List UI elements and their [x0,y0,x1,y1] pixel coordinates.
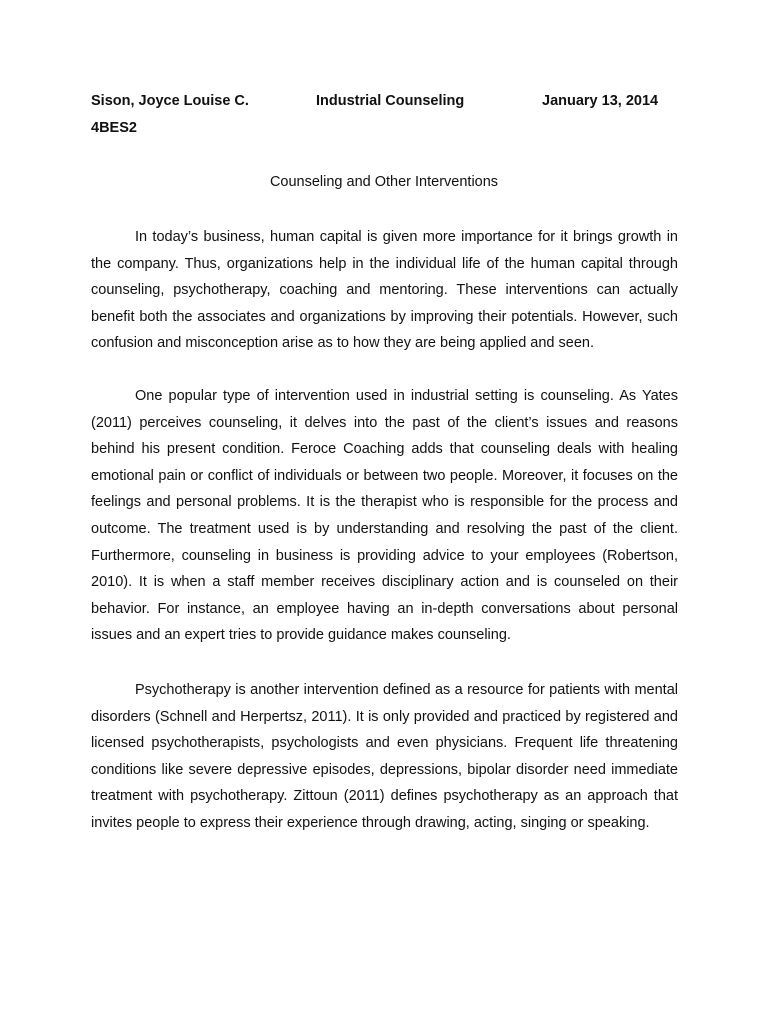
paragraph-container-3 [91,677,678,837]
paragraph: One popular type of intervention used in industrial setting is counseling. As Yates (2011) perceives counseling, it delves into the past of the client’s issues and reasons behind his present condition. Feroce Coaching adds that counseling deals with healing emotional pain or conflict of individuals or between two people. Moreover, it focuses on the feelings and personal problems. It is the therapist who is responsible for the process and outcome. The treatment used is by understanding and resolving the past of the client. Furthermore, counseling in business is providing advice to your employees (Robertson, 2010). It is when a staff member receives disciplinary action and is counseled on their behavior. For instance, an employee having an in-depth conversations about personal issues and an expert tries to provide guidance makes counseling. [91,388,678,644]
paragraph-container-2 [91,383,678,649]
document-title: Counseling and Other Interventions [269,174,499,190]
section-code: 4BES2 [91,120,137,136]
course-name: Industrial Counseling [316,93,465,109]
document-date: January 13, 2014 [542,93,659,109]
paragraph-container-1 [91,224,678,357]
paragraph: In today’s business, human capital is given more importance for it brings growth in the company. Thus, organizations help in the individual life of the human capital through counseling, psychotherapy, coaching and mentoring. These interventions can actually benefit both the associates and organizations by improving their potentials. However, such confusion and misconception arise as to how they are being applied and seen. [91,229,678,352]
author-name: Sison, Joyce Louise C. [91,93,249,109]
paragraph: Psychotherapy is another intervention defined as a resource for patients with mental disorders (Schnell and Herpertsz, 2011). It is only provided and practiced by registered and licensed psychotherapists, psychologists and even physicians. Frequent life threatening conditions like severe depressive episodes, depressions, bipolar disorder need immediate treatment with psychotherapy. Zittoun (2011) defines psychotherapy as an approach that invites people to express their experience through drawing, acting, singing or speaking. [91,682,678,831]
